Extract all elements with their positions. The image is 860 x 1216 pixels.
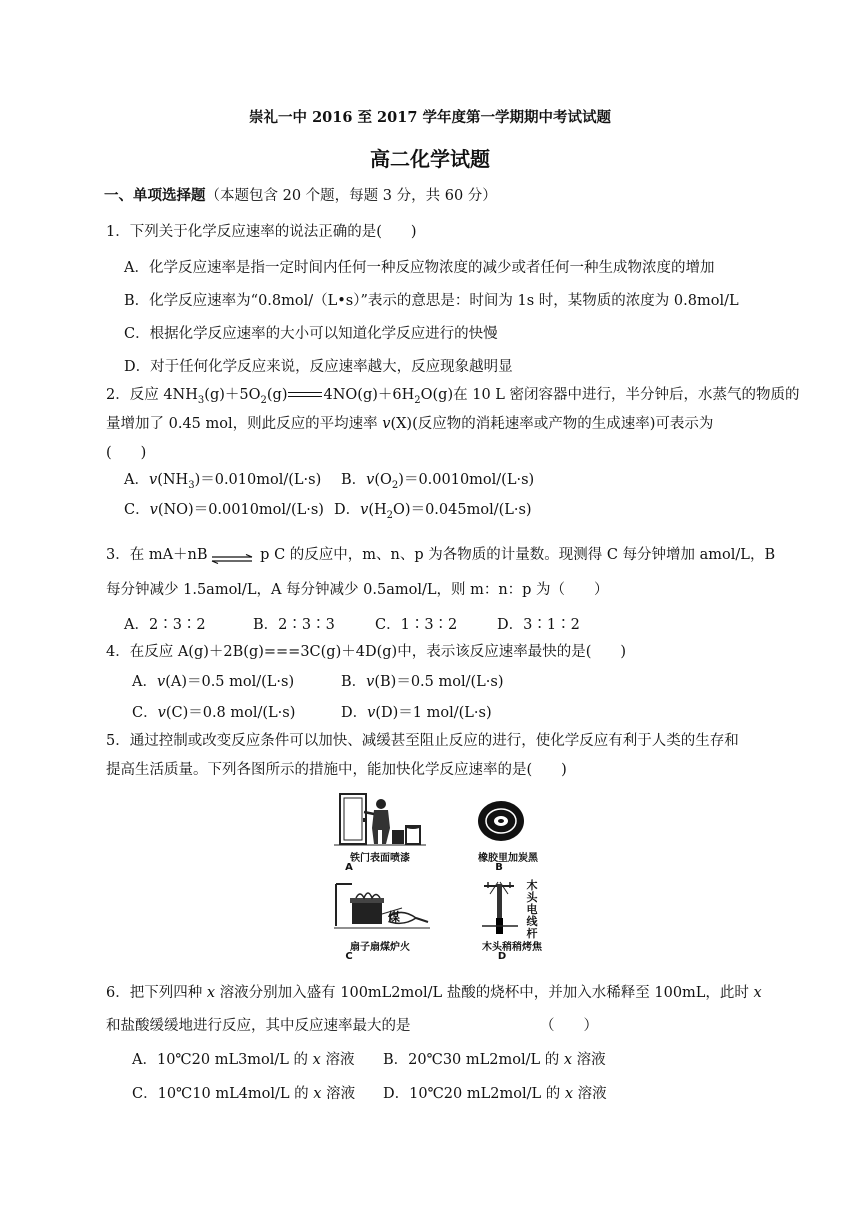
reversible-arrow-icon bbox=[211, 550, 253, 560]
question-2-stem-line-2: 量增加了 0.45 mol，则此反应的平均速率 v(X)(反应物的消耗速率或产物的生成速率)可表示为 bbox=[106, 416, 714, 432]
question-2-stem-line-3: ( ) bbox=[106, 445, 147, 461]
question-5-stem-line-1: 5．通过控制或改变反应条件可以加快、减缓甚至阻止反应的进行，使化学反应有利于人类的生存和 bbox=[106, 733, 739, 749]
equilibrium-arrow-icon bbox=[288, 390, 322, 400]
section-heading-label: 一、单项选择题 bbox=[104, 187, 206, 204]
question-6-option-c: C．10℃10 mL4mol/L 的 x 溶液 bbox=[132, 1086, 356, 1102]
figure-a-caption: 铁门表面喷漆 bbox=[350, 853, 410, 864]
figure-a-letter: A bbox=[345, 862, 353, 873]
figure-b-caption: 橡胶里加炭黑 bbox=[478, 853, 538, 864]
question-4-option-d: D．v(D)＝1 mol/(L·s) bbox=[341, 705, 492, 721]
question-2-option-a: A．$v(NH_3)=0.010mol/(L\cdot s)$ bbox=[124, 472, 322, 491]
question-4-stem: 4．在反应 A(g)＋2B(g)===3C(g)＋4D(g)中，表示该反应速率最快的是( ) bbox=[106, 644, 627, 660]
question-2-option-d: D．$v(H_2O)=0.045mol/(L\cdot s)$ bbox=[334, 502, 532, 521]
question-3-option-a: A．2∶3∶2 bbox=[124, 617, 206, 633]
question-1-option-b: B．化学反应速率为“0.8mol/（L•s）”表示的意思是：时间为 1s 时，某物质的浓度为 0.8mol/L bbox=[124, 293, 739, 309]
painting-door-illustration bbox=[330, 790, 430, 848]
figure-d-side-label: 木头电线杆 bbox=[526, 879, 538, 940]
question-6-stem-line-1: 6．把下列四种 x 溶液分别加入盛有 100mL2mol/L 盐酸的烧杯中，并加入水稀释至 100mL，此时 x bbox=[106, 985, 762, 1001]
figure-c-side-label: 煤 bbox=[388, 910, 401, 924]
section-note: （本题包含 20 个题，每题 3 分，共 60 分） bbox=[205, 188, 497, 204]
question-4-option-c: C．v(C)＝0.8 mol/(L·s) bbox=[132, 705, 296, 721]
question-1-stem: 1．下列关于化学反应速率的说法正确的是( ) bbox=[106, 224, 417, 240]
figure-c-caption: 扇子扇煤炉火 bbox=[350, 942, 410, 953]
question-6-option-d: D．10℃20 mL2mol/L 的 x 溶液 bbox=[383, 1086, 607, 1102]
question-1-option-d: D．对于任何化学反应来说，反应速率越大，反应现象越明显 bbox=[124, 359, 513, 375]
question-5-figure bbox=[330, 790, 560, 965]
school-title: 崇礼一中 2016 至 2017 学年度第一学期期中考试试题 bbox=[249, 109, 611, 126]
question-2-option-b: B．$v(O_2)=0.0010mol/(L\cdot s)$ bbox=[341, 472, 535, 491]
question-3-option-b: B．2∶3∶3 bbox=[253, 617, 335, 633]
figure-b-letter: B bbox=[495, 862, 503, 873]
question-4-option-a: A．v(A)＝0.5 mol/(L·s) bbox=[132, 674, 295, 690]
exam-title: 高二化学试题 bbox=[370, 147, 490, 171]
figure-c-letter: C bbox=[345, 951, 353, 962]
question-6-option-a: A．10℃20 mL3mol/L 的 x 溶液 bbox=[132, 1052, 355, 1068]
coal-stove-illustration bbox=[332, 878, 432, 936]
question-3-option-c: C．1∶3∶2 bbox=[375, 617, 458, 633]
section-heading bbox=[104, 186, 497, 206]
question-4-option-b: B．v(B)＝0.5 mol/(L·s) bbox=[341, 674, 504, 690]
question-5-stem-line-2: 提高生活质量。下列各图所示的措施中，能加快化学反应速率的是( ) bbox=[106, 762, 567, 778]
question-3-stem-line-1: 3．在 mA＋nB p C 的反应中，m、n、p 为各物质的计量数。现测得 C 每分钟增加 amol/L，B bbox=[106, 547, 776, 563]
question-6-stem-line-2: 和盐酸缓缓地进行反应，其中反应速率最大的是 bbox=[106, 1018, 411, 1034]
question-2-option-c: C．v(NO)＝0.0010mol/(L·s) bbox=[124, 502, 324, 518]
question-3-stem-line-2: 每分钟减少 1.5amol/L，A 每分钟减少 0.5amol/L，则 m：n：p 为（ ） bbox=[106, 582, 609, 598]
tire-illustration bbox=[476, 798, 526, 844]
question-1-option-a: A．化学反应速率是指一定时间内任何一种反应物浓度的减少或者任何一种生成物浓度的增加 bbox=[124, 260, 715, 276]
wooden-pole-illustration bbox=[480, 880, 520, 940]
figure-d-letter: D bbox=[497, 951, 507, 962]
question-3-option-d: D．3∶1∶2 bbox=[497, 617, 580, 633]
question-6-option-b: B．20℃30 mL2mol/L 的 x 溶液 bbox=[383, 1052, 606, 1068]
question-2-stem-line-1: 2．反应 $4NH_3(g)+5O_2(g)$ $4NO(g)+6H_2O(g)$在 10 L 密闭容器中进行，半分钟后，水蒸气的物质的 bbox=[106, 387, 800, 406]
figure-d-caption: 木头稍稍烤焦 bbox=[482, 942, 542, 953]
question-1-option-c: C．根据化学反应速率的大小可以知道化学反应进行的快慢 bbox=[124, 326, 498, 342]
question-6-answer-paren: （ ） bbox=[540, 1018, 598, 1034]
